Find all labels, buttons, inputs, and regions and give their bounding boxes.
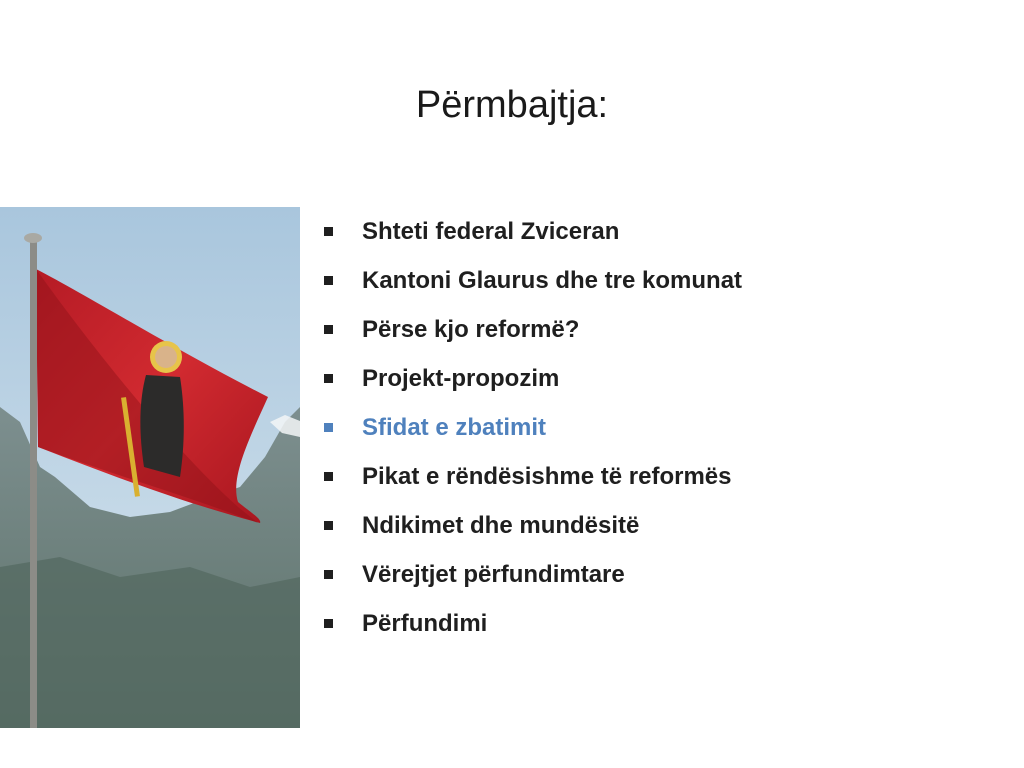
flag-illustration [0, 207, 300, 728]
agenda-item-current [320, 403, 742, 452]
agenda-item [320, 501, 742, 550]
square-bullet-icon [324, 472, 333, 481]
square-bullet-icon [324, 619, 333, 628]
agenda-item-label: Ndikimet dhe mundësitë [362, 511, 640, 539]
square-bullet-icon [324, 276, 333, 285]
agenda-item [320, 207, 742, 256]
agenda-list [320, 207, 742, 648]
glarus-flag-photo [0, 207, 300, 728]
square-bullet-icon [324, 521, 333, 530]
agenda-item [320, 305, 742, 354]
agenda-item [320, 354, 742, 403]
agenda-item-label: Përse kjo reformë? [362, 315, 580, 343]
agenda-item-label: Shteti federal Zviceran [362, 217, 620, 245]
agenda-item-label: Përfundimi [362, 609, 488, 637]
flag-pole [30, 237, 37, 728]
pole-cap [24, 233, 42, 243]
agenda-item-label: Vërejtjet përfundimtare [362, 560, 625, 588]
agenda-item-label: Pikat e rëndësishme të reformës [362, 462, 732, 490]
saint-head [155, 346, 177, 368]
saint-robe [140, 375, 183, 477]
square-bullet-icon [324, 325, 333, 334]
agenda-item-label: Projekt-propozim [362, 364, 560, 392]
agenda-item [320, 256, 742, 305]
square-bullet-icon [324, 423, 333, 432]
agenda-item [320, 599, 742, 648]
agenda-item-label: Sfidat e zbatimit [362, 413, 547, 441]
agenda-item [320, 550, 742, 599]
agenda-item-label: Kantoni Glaurus dhe tre komunat [362, 266, 743, 294]
slide-title: Përmbajtja: [415, 84, 609, 126]
agenda-item [320, 452, 742, 501]
square-bullet-icon [324, 227, 333, 236]
square-bullet-icon [324, 570, 333, 579]
square-bullet-icon [324, 374, 333, 383]
